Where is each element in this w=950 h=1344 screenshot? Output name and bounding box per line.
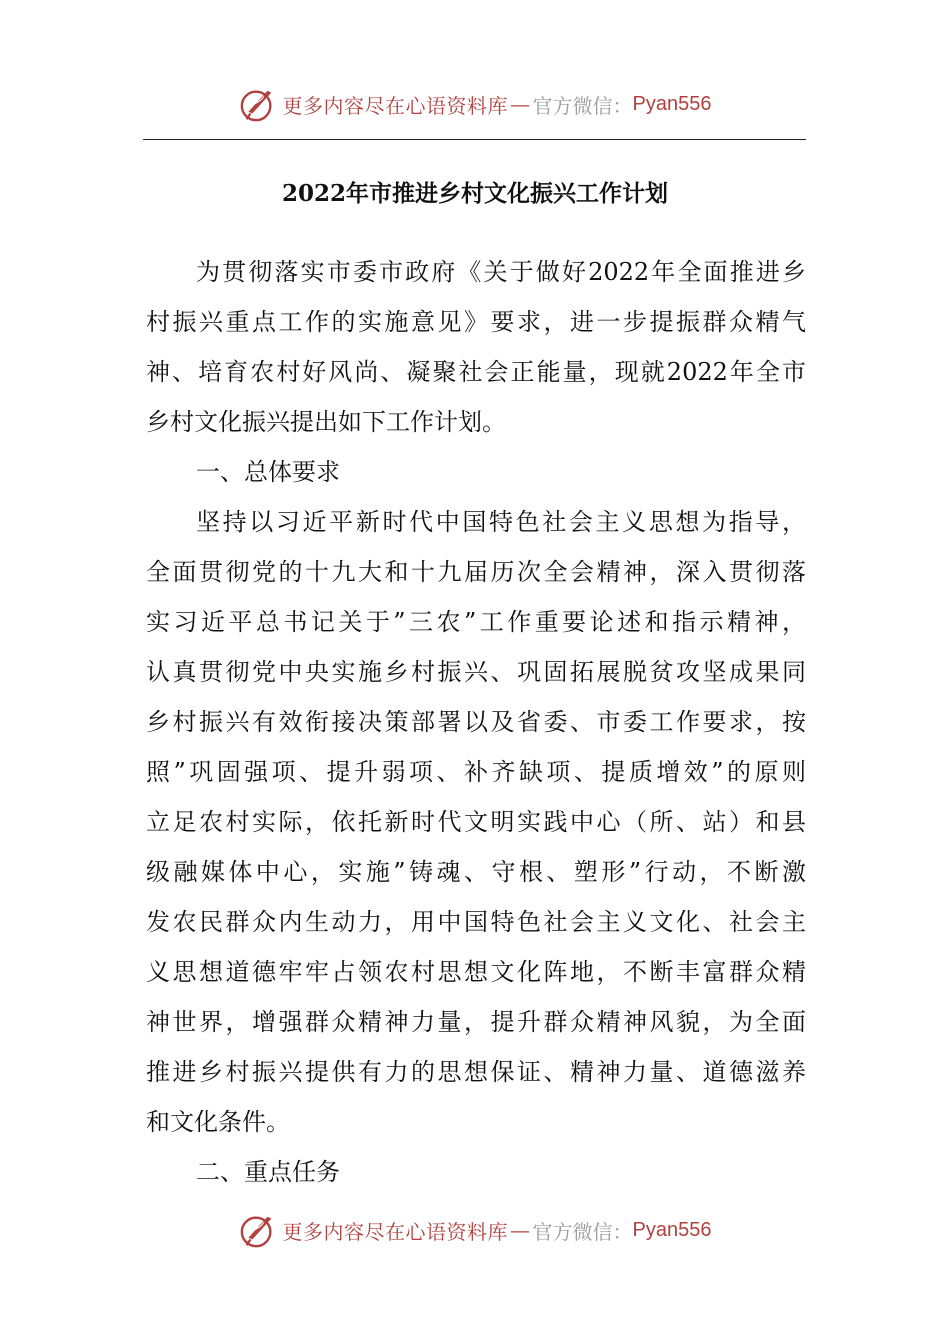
paragraph-line: 推进乡村振兴提供有力的思想保证、精神力量、道德滋养 xyxy=(146,1058,806,1086)
paragraph-line: 村振兴重点工作的实施意见》要求，进一步提振群众精气 xyxy=(146,308,806,336)
banner-text: 更多内容尽在心语资料库 xyxy=(282,93,509,118)
paragraph-line: 为贯彻落实市委市政府《关于做好2022年全面推进乡 xyxy=(196,258,806,286)
banner-text: 更多内容尽在心语资料库 xyxy=(282,1219,509,1244)
header-banner xyxy=(0,82,950,126)
quill-logo-icon xyxy=(239,85,277,123)
paragraph-line: 神世界，增强群众精神力量，提升群众精神风貌，为全面 xyxy=(146,1008,806,1036)
footer-banner xyxy=(0,1208,950,1252)
paragraph-line: 发农民群众内生动力，用中国特色社会主义文化、社会主 xyxy=(146,908,806,936)
banner-wechat-id: Pyan556 xyxy=(632,92,712,115)
paragraph-line: 实习近平总书记关于”三农”工作重要论述和指示精神， xyxy=(146,608,806,636)
banner-wechat-label: 官方微信： xyxy=(532,1219,633,1244)
section-heading-2: 二、重点任务 xyxy=(196,1158,340,1186)
header-divider xyxy=(143,139,806,140)
paragraph-line: 坚持以习近平新时代中国特色社会主义思想为指导， xyxy=(196,508,806,536)
paragraph-line: 照”巩固强项、提升弱项、补齐缺项、提质增效”的原则 xyxy=(146,758,806,786)
section-heading-1: 一、总体要求 xyxy=(196,458,340,486)
paragraph-line: 神、培育农村好风尚、凝聚社会正能量，现就2022年全市 xyxy=(146,358,806,386)
banner-dash: — xyxy=(510,92,531,116)
paragraph-line: 级融媒体中心，实施”铸魂、守根、塑形”行动，不断激 xyxy=(146,858,806,886)
paragraph-line: 立足农村实际，依托新时代文明实践中心（所、站）和县 xyxy=(146,808,806,836)
document-body xyxy=(146,247,806,1197)
document-title: 2022年市推进乡村文化振兴工作计划 xyxy=(281,180,668,207)
paragraph-line: 全面贯彻党的十九大和十九届历次全会精神，深入贯彻落 xyxy=(146,558,806,586)
quill-logo-icon xyxy=(239,1211,277,1249)
banner-dash: — xyxy=(510,1218,531,1242)
paragraph-line: 和文化条件。 xyxy=(146,1108,290,1136)
banner-wechat-id: Pyan556 xyxy=(632,1218,712,1241)
paragraph-line: 义思想道德牢牢占领农村思想文化阵地，不断丰富群众精 xyxy=(146,958,806,986)
paragraph-line: 乡村文化振兴提出如下工作计划。 xyxy=(146,408,506,436)
paragraph-line: 乡村振兴有效衔接决策部署以及省委、市委工作要求，按 xyxy=(146,708,806,736)
banner-wechat-label: 官方微信： xyxy=(532,93,633,118)
paragraph-line: 认真贯彻党中央实施乡村振兴、巩固拓展脱贫攻坚成果同 xyxy=(146,658,806,686)
